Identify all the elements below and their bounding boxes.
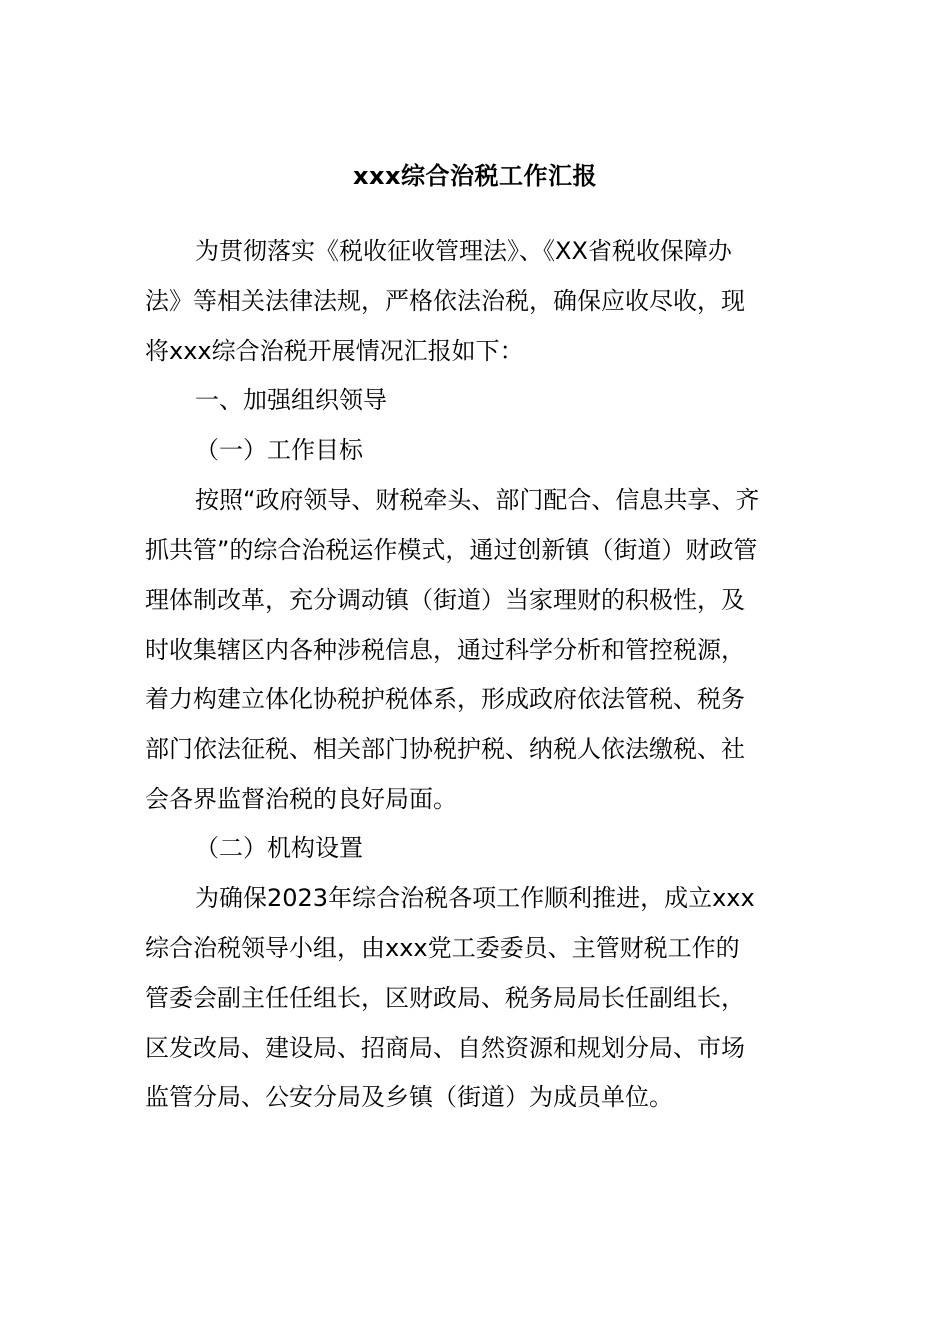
paragraph-line: 区发改局、建设局、招商局、自然资源和规划分局、市场 bbox=[145, 1034, 745, 1062]
paragraph-line: 抓共管”的综合治税运作模式，通过创新镇（街道）财政管 bbox=[145, 536, 758, 564]
paragraph-line: 为贯彻落实《税收征收管理法》、《XX省税收保障办 bbox=[195, 237, 732, 265]
subsection-heading: （一）工作目标 bbox=[195, 436, 363, 464]
paragraph-line: 管委会副主任任组长，区财政局、税务局局长任副组长， bbox=[145, 984, 745, 1012]
paragraph-line: 按照“政府领导、财税牵头、部门配合、信息共享、齐 bbox=[195, 486, 760, 514]
paragraph-line: 为确保2023年综合治税各项工作顺利推进，成立xxx bbox=[195, 884, 755, 912]
paragraph-line: 着力构建立体化协税护税体系，形成政府依法管税、税务 bbox=[145, 685, 745, 713]
paragraph-line: 将xxx综合治税开展情况汇报如下： bbox=[145, 337, 524, 365]
subsection-heading: （二）机构设置 bbox=[195, 834, 363, 862]
paragraph-line: 会各界监督治税的良好局面。 bbox=[145, 785, 457, 813]
paragraph-line: 时收集辖区内各种涉税信息，通过科学分析和管控税源， bbox=[145, 636, 745, 664]
document-title: xxx综合治税工作汇报 bbox=[353, 162, 597, 190]
paragraph-line: 理体制改革，充分调动镇（街道）当家理财的积极性，及 bbox=[145, 586, 745, 614]
paragraph-line: 法》等相关法律法规，严格依法治税，确保应收尽收，现 bbox=[145, 287, 745, 315]
paragraph-line: 综合治税领导小组，由xxx党工委委员、主管财税工作的 bbox=[145, 934, 740, 962]
paragraph-line: 部门依法征税、相关部门协税护税、纳税人依法缴税、社 bbox=[145, 735, 745, 763]
paragraph-line: 监管分局、公安分局及乡镇（街道）为成员单位。 bbox=[145, 1083, 673, 1111]
section-heading: 一、加强组织领导 bbox=[195, 386, 387, 414]
